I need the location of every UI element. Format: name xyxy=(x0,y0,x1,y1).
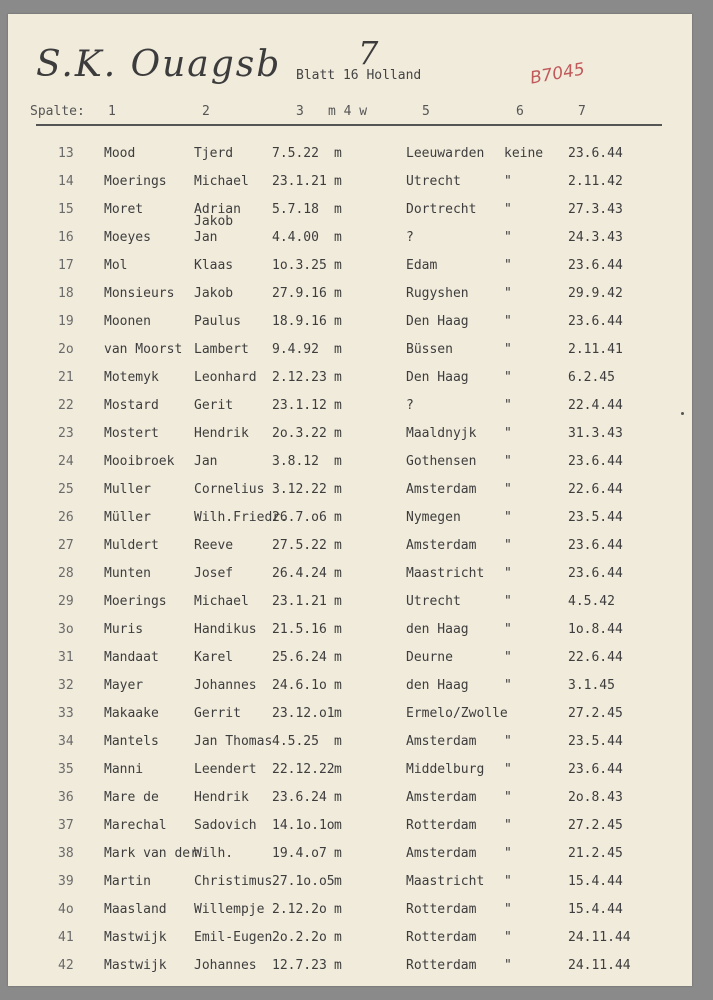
column-6-cell: " xyxy=(504,510,512,525)
birth-date-cell: 23.12.o1 xyxy=(272,706,335,721)
surname-cell: Monsieurs xyxy=(104,286,175,301)
table-row xyxy=(8,616,692,644)
birthplace-cell: Gothensen xyxy=(406,454,477,469)
surname-cell: Mark van der xyxy=(104,846,198,861)
sex-cell: m xyxy=(334,566,342,581)
date-cell: 23.5.44 xyxy=(568,510,623,525)
row-number: 3o xyxy=(58,622,74,637)
birth-date-cell: 23.6.24 xyxy=(272,790,327,805)
given-name-cell: Hendrik xyxy=(194,790,249,805)
given-name-cell: Emil-Eugen xyxy=(194,930,273,945)
date-cell: 2o.8.43 xyxy=(568,790,623,805)
table-row xyxy=(8,280,692,308)
row-number: 14 xyxy=(58,174,74,189)
column-6-cell: " xyxy=(504,566,512,581)
column-6-cell: " xyxy=(504,230,512,245)
row-number: 31 xyxy=(58,650,74,665)
surname-cell: Mayer xyxy=(104,678,144,693)
given-name-cell: Klaas xyxy=(194,258,234,273)
paper-mark xyxy=(681,412,684,415)
column-6-cell: " xyxy=(504,874,512,889)
birthplace-cell: Amsterdam xyxy=(406,482,477,497)
sex-cell: m xyxy=(334,510,342,525)
table-row xyxy=(8,588,692,616)
stamp-annotation: B7045 xyxy=(528,59,587,89)
birthplace-cell: Rotterdam xyxy=(406,902,477,917)
column-header-label: Spalte: xyxy=(30,104,85,119)
birth-date-cell: 3.8.12 xyxy=(272,454,319,469)
surname-cell: Müller xyxy=(104,510,151,525)
surname-cell: Muller xyxy=(104,482,151,497)
column-6-cell: " xyxy=(504,594,512,609)
birthplace-cell: Amsterdam xyxy=(406,538,477,553)
table-row xyxy=(8,504,692,532)
given-name-cell: Handikus xyxy=(194,622,257,637)
date-cell: 21.2.45 xyxy=(568,846,623,861)
column-header-1: 1 xyxy=(108,104,116,119)
row-number: 15 xyxy=(58,202,74,217)
given-name-cell: Karel xyxy=(194,650,234,665)
table-row xyxy=(8,644,692,672)
table-row xyxy=(8,476,692,504)
sex-cell: m xyxy=(334,650,342,665)
surname-cell: Muldert xyxy=(104,538,159,553)
table-row xyxy=(8,196,692,229)
table-row xyxy=(8,308,692,336)
surname-cell: Motemyk xyxy=(104,370,159,385)
row-number: 16 xyxy=(58,230,74,245)
column-6-cell: " xyxy=(504,426,512,441)
table-row xyxy=(8,420,692,448)
birthplace-cell: Maastricht xyxy=(406,874,485,889)
sex-cell: m xyxy=(334,930,342,945)
date-cell: 23.6.44 xyxy=(568,566,623,581)
date-cell: 22.6.44 xyxy=(568,482,623,497)
column-6-cell: " xyxy=(504,286,512,301)
sex-cell: m xyxy=(334,454,342,469)
table-row xyxy=(8,448,692,476)
given-name-cell: Cornelius xyxy=(194,482,265,497)
row-number: 34 xyxy=(58,734,74,749)
surname-cell: van Moorst xyxy=(104,342,183,357)
row-number: 4o xyxy=(58,902,74,917)
column-6-cell: " xyxy=(504,538,512,553)
column-6-cell: " xyxy=(504,762,512,777)
row-number: 23 xyxy=(58,426,74,441)
table-row xyxy=(8,868,692,896)
date-cell: 2.11.42 xyxy=(568,174,623,189)
column-header-row xyxy=(8,104,692,124)
table-row xyxy=(8,532,692,560)
birthplace-cell: Büssen xyxy=(406,342,453,357)
birth-date-cell: 26.7.o6 xyxy=(272,510,327,525)
row-number: 42 xyxy=(58,958,74,973)
row-number: 29 xyxy=(58,594,74,609)
header-rule xyxy=(36,124,662,126)
date-cell: 15.4.44 xyxy=(568,902,623,917)
surname-cell: Moeyes xyxy=(104,230,151,245)
row-number: 33 xyxy=(58,706,74,721)
birthplace-cell: Nymegen xyxy=(406,510,461,525)
birthplace-cell: den Haag xyxy=(406,622,469,637)
birth-date-cell: 27.9.16 xyxy=(272,286,327,301)
birthplace-cell: Rugyshen xyxy=(406,286,469,301)
surname-cell: Martin xyxy=(104,874,151,889)
surname-cell: Munten xyxy=(104,566,151,581)
birth-date-cell: 1o.3.25 xyxy=(272,258,327,273)
table-row xyxy=(8,168,692,196)
surname-cell: Moonen xyxy=(104,314,151,329)
given-name-cell: Lambert xyxy=(194,342,249,357)
column-6-cell: " xyxy=(504,734,512,749)
birthplace-cell: ? xyxy=(406,398,414,413)
sheet-title: Blatt 16 Holland xyxy=(296,68,422,83)
table-row xyxy=(8,252,692,280)
surname-cell: Mol xyxy=(104,258,128,273)
row-number: 19 xyxy=(58,314,74,329)
column-6-cell: " xyxy=(504,650,512,665)
column-6-cell: " xyxy=(504,622,512,637)
birth-date-cell: 27.1o.o5 xyxy=(272,874,335,889)
sex-cell: m xyxy=(334,762,342,777)
handwritten-number: 7 xyxy=(358,34,379,72)
birth-date-cell: 22.12.22 xyxy=(272,762,335,777)
row-number: 27 xyxy=(58,538,74,553)
given-name-cell: Gerrit xyxy=(194,706,241,721)
given-name-cell: Leendert xyxy=(194,762,257,777)
birth-date-cell: 23.1.21 xyxy=(272,174,327,189)
birthplace-cell: Den Haag xyxy=(406,314,469,329)
surname-cell: Mandaat xyxy=(104,650,159,665)
date-cell: 23.6.44 xyxy=(568,258,623,273)
sex-cell: m xyxy=(334,258,342,273)
sex-cell: m xyxy=(334,426,342,441)
birth-date-cell: 4.5.25 xyxy=(272,734,319,749)
column-header-4: m 4 w xyxy=(328,104,368,119)
birthplace-cell: Amsterdam xyxy=(406,846,477,861)
given-name-cell: Reeve xyxy=(194,538,234,553)
date-cell: 27.3.43 xyxy=(568,202,623,217)
column-6-cell: " xyxy=(504,958,512,973)
date-cell: 22.4.44 xyxy=(568,398,623,413)
table-row xyxy=(8,560,692,588)
table-row xyxy=(8,812,692,840)
sex-cell: m xyxy=(334,678,342,693)
given-name-cell: Johannes xyxy=(194,678,257,693)
sex-cell: m xyxy=(334,398,342,413)
surname-cell: Maasland xyxy=(104,902,167,917)
given-name-cell: Paulus xyxy=(194,314,241,329)
given-name-cell: Jan xyxy=(194,230,218,245)
birthplace-cell: den Haag xyxy=(406,678,469,693)
birth-date-cell: 21.5.16 xyxy=(272,622,327,637)
surname-cell: Mostert xyxy=(104,426,159,441)
row-number: 22 xyxy=(58,398,74,413)
birth-date-cell: 25.6.24 xyxy=(272,650,327,665)
birth-date-cell: 2.12.2o xyxy=(272,902,327,917)
column-6-cell: " xyxy=(504,202,512,217)
row-number: 41 xyxy=(58,930,74,945)
row-number: 37 xyxy=(58,818,74,833)
birth-date-cell: 24.6.1o xyxy=(272,678,327,693)
table-row xyxy=(8,784,692,812)
birthplace-cell: Den Haag xyxy=(406,370,469,385)
sex-cell: m xyxy=(334,706,342,721)
sex-cell: m xyxy=(334,622,342,637)
row-number: 26 xyxy=(58,510,74,525)
birthplace-cell: Amsterdam xyxy=(406,790,477,805)
date-cell: 23.6.44 xyxy=(568,454,623,469)
row-number: 35 xyxy=(58,762,74,777)
table-row xyxy=(8,924,692,952)
birth-date-cell: 14.1o.1o xyxy=(272,818,335,833)
column-header-5: 5 xyxy=(422,104,430,119)
surname-cell: Mood xyxy=(104,146,136,161)
given-name-cell: Jakob xyxy=(194,286,234,301)
birth-date-cell: 2o.3.22 xyxy=(272,426,327,441)
given-name-cell: Wilh. xyxy=(194,846,234,861)
row-number: 13 xyxy=(58,146,74,161)
surname-cell: Moerings xyxy=(104,594,167,609)
table-row xyxy=(8,224,692,252)
date-cell: 31.3.43 xyxy=(568,426,623,441)
table-row xyxy=(8,672,692,700)
surname-cell: Manni xyxy=(104,762,144,777)
column-header-3: 3 xyxy=(296,104,304,119)
date-cell: 29.9.42 xyxy=(568,286,623,301)
date-cell: 1o.8.44 xyxy=(568,622,623,637)
surname-cell: Makaake xyxy=(104,706,159,721)
birth-date-cell: 7.5.22 xyxy=(272,146,319,161)
column-6-cell: " xyxy=(504,818,512,833)
table-row xyxy=(8,728,692,756)
birthplace-cell: Rotterdam xyxy=(406,818,477,833)
sex-cell: m xyxy=(334,958,342,973)
date-cell: 22.6.44 xyxy=(568,650,623,665)
sex-cell: m xyxy=(334,286,342,301)
date-cell: 27.2.45 xyxy=(568,818,623,833)
given-name-cell: Jan Thomas xyxy=(194,734,273,749)
given-name-cell: Willempje xyxy=(194,902,265,917)
birth-date-cell: 4.4.00 xyxy=(272,230,319,245)
given-name-cell: Christimus xyxy=(194,874,273,889)
column-6-cell: " xyxy=(504,314,512,329)
given-name-cell: Michael xyxy=(194,594,249,609)
given-name-cell: Jan xyxy=(194,454,218,469)
column-6-cell: " xyxy=(504,174,512,189)
column-6-cell: " xyxy=(504,846,512,861)
sex-cell: m xyxy=(334,314,342,329)
birth-date-cell: 5.7.18 xyxy=(272,202,319,217)
row-number: 36 xyxy=(58,790,74,805)
birth-date-cell: 2o.2.2o xyxy=(272,930,327,945)
row-number: 21 xyxy=(58,370,74,385)
column-header-6: 6 xyxy=(516,104,524,119)
column-6-cell: " xyxy=(504,398,512,413)
birthplace-cell: Deurne xyxy=(406,650,453,665)
surname-cell: Mantels xyxy=(104,734,159,749)
table-row xyxy=(8,840,692,868)
given-name-cell: Adrian xyxy=(194,202,241,217)
date-cell: 6.2.45 xyxy=(568,370,615,385)
table-row xyxy=(8,364,692,392)
sex-cell: m xyxy=(334,874,342,889)
sex-cell: m xyxy=(334,146,342,161)
given-name-second-line: Jakob xyxy=(194,214,234,229)
birthplace-cell: Ermelo/Zwolle xyxy=(406,706,508,721)
given-name-cell: Josef xyxy=(194,566,234,581)
column-header-7: 7 xyxy=(578,104,586,119)
column-6-cell: " xyxy=(504,482,512,497)
birthplace-cell: Dortrecht xyxy=(406,202,477,217)
given-name-cell: Leonhard xyxy=(194,370,257,385)
table-row xyxy=(8,700,692,728)
surname-cell: Mastwijk xyxy=(104,930,167,945)
date-cell: 23.6.44 xyxy=(568,762,623,777)
table-row xyxy=(8,140,692,168)
sex-cell: m xyxy=(334,818,342,833)
surname-cell: Marechal xyxy=(104,818,167,833)
birth-date-cell: 18.9.16 xyxy=(272,314,327,329)
column-6-cell: " xyxy=(504,258,512,273)
sex-cell: m xyxy=(334,370,342,385)
surname-cell: Moret xyxy=(104,202,144,217)
date-cell: 27.2.45 xyxy=(568,706,623,721)
birth-date-cell: 26.4.24 xyxy=(272,566,327,581)
row-number: 2o xyxy=(58,342,74,357)
row-number: 18 xyxy=(58,286,74,301)
sex-cell: m xyxy=(334,202,342,217)
birthplace-cell: Edam xyxy=(406,258,438,273)
register-table xyxy=(8,140,692,980)
table-row xyxy=(8,952,692,980)
birthplace-cell: Amsterdam xyxy=(406,734,477,749)
birthplace-cell: Rotterdam xyxy=(406,930,477,945)
row-number: 17 xyxy=(58,258,74,273)
row-number: 28 xyxy=(58,566,74,581)
date-cell: 2.11.41 xyxy=(568,342,623,357)
given-name-cell: Sadovich xyxy=(194,818,257,833)
sex-cell: m xyxy=(334,174,342,189)
birthplace-cell: Maaldnyjk xyxy=(406,426,477,441)
birthplace-cell: Utrecht xyxy=(406,174,461,189)
birth-date-cell: 27.5.22 xyxy=(272,538,327,553)
table-row xyxy=(8,896,692,924)
given-name-cell: Tjerd xyxy=(194,146,234,161)
sex-cell: m xyxy=(334,482,342,497)
column-header-2: 2 xyxy=(202,104,210,119)
birthplace-cell: Rotterdam xyxy=(406,958,477,973)
date-cell: 23.5.44 xyxy=(568,734,623,749)
sex-cell: m xyxy=(334,790,342,805)
given-name-cell: Johannes xyxy=(194,958,257,973)
table-row xyxy=(8,392,692,420)
column-6-cell: " xyxy=(504,790,512,805)
sex-cell: m xyxy=(334,846,342,861)
date-cell: 15.4.44 xyxy=(568,874,623,889)
date-cell: 24.11.44 xyxy=(568,930,631,945)
given-name-cell: Gerit xyxy=(194,398,234,413)
birth-date-cell: 3.12.22 xyxy=(272,482,327,497)
date-cell: 4.5.42 xyxy=(568,594,615,609)
date-cell: 24.11.44 xyxy=(568,958,631,973)
given-name-cell: Hendrik xyxy=(194,426,249,441)
handwritten-note: S.K. Ouagsb xyxy=(36,44,282,85)
birth-date-cell: 12.7.23 xyxy=(272,958,327,973)
surname-cell: Mare de xyxy=(104,790,159,805)
birthplace-cell: Maastricht xyxy=(406,566,485,581)
row-number: 24 xyxy=(58,454,74,469)
date-cell: 23.6.44 xyxy=(568,314,623,329)
date-cell: 3.1.45 xyxy=(568,678,615,693)
sex-cell: m xyxy=(334,538,342,553)
column-6-cell: " xyxy=(504,930,512,945)
row-number: 25 xyxy=(58,482,74,497)
date-cell: 23.6.44 xyxy=(568,538,623,553)
row-number: 38 xyxy=(58,846,74,861)
column-6-cell: " xyxy=(504,342,512,357)
sex-cell: m xyxy=(334,902,342,917)
surname-cell: Mostard xyxy=(104,398,159,413)
column-6-cell: " xyxy=(504,370,512,385)
column-6-cell: " xyxy=(504,678,512,693)
column-6-cell: " xyxy=(504,902,512,917)
birth-date-cell: 23.1.21 xyxy=(272,594,327,609)
date-cell: 24.3.43 xyxy=(568,230,623,245)
given-name-cell: Michael xyxy=(194,174,249,189)
row-number: 39 xyxy=(58,874,74,889)
sex-cell: m xyxy=(334,734,342,749)
birthplace-cell: Leeuwarden xyxy=(406,146,485,161)
column-6-cell: keine xyxy=(504,146,544,161)
birthplace-cell: Utrecht xyxy=(406,594,461,609)
row-number: 32 xyxy=(58,678,74,693)
column-6-cell: " xyxy=(504,454,512,469)
birth-date-cell: 2.12.23 xyxy=(272,370,327,385)
sex-cell: m xyxy=(334,594,342,609)
sex-cell: m xyxy=(334,230,342,245)
birth-date-cell: 23.1.12 xyxy=(272,398,327,413)
table-row xyxy=(8,336,692,364)
birthplace-cell: Middelburg xyxy=(406,762,485,777)
surname-cell: Mooibroek xyxy=(104,454,175,469)
date-cell: 23.6.44 xyxy=(568,146,623,161)
birthplace-cell: ? xyxy=(406,230,414,245)
surname-cell: Muris xyxy=(104,622,144,637)
birth-date-cell: 9.4.92 xyxy=(272,342,319,357)
given-name-cell: Wilh.Friedr. xyxy=(194,510,288,525)
surname-cell: Moerings xyxy=(104,174,167,189)
sex-cell: m xyxy=(334,342,342,357)
table-row xyxy=(8,756,692,784)
document-page xyxy=(8,14,692,986)
surname-cell: Mastwijk xyxy=(104,958,167,973)
birth-date-cell: 19.4.o7 xyxy=(272,846,327,861)
